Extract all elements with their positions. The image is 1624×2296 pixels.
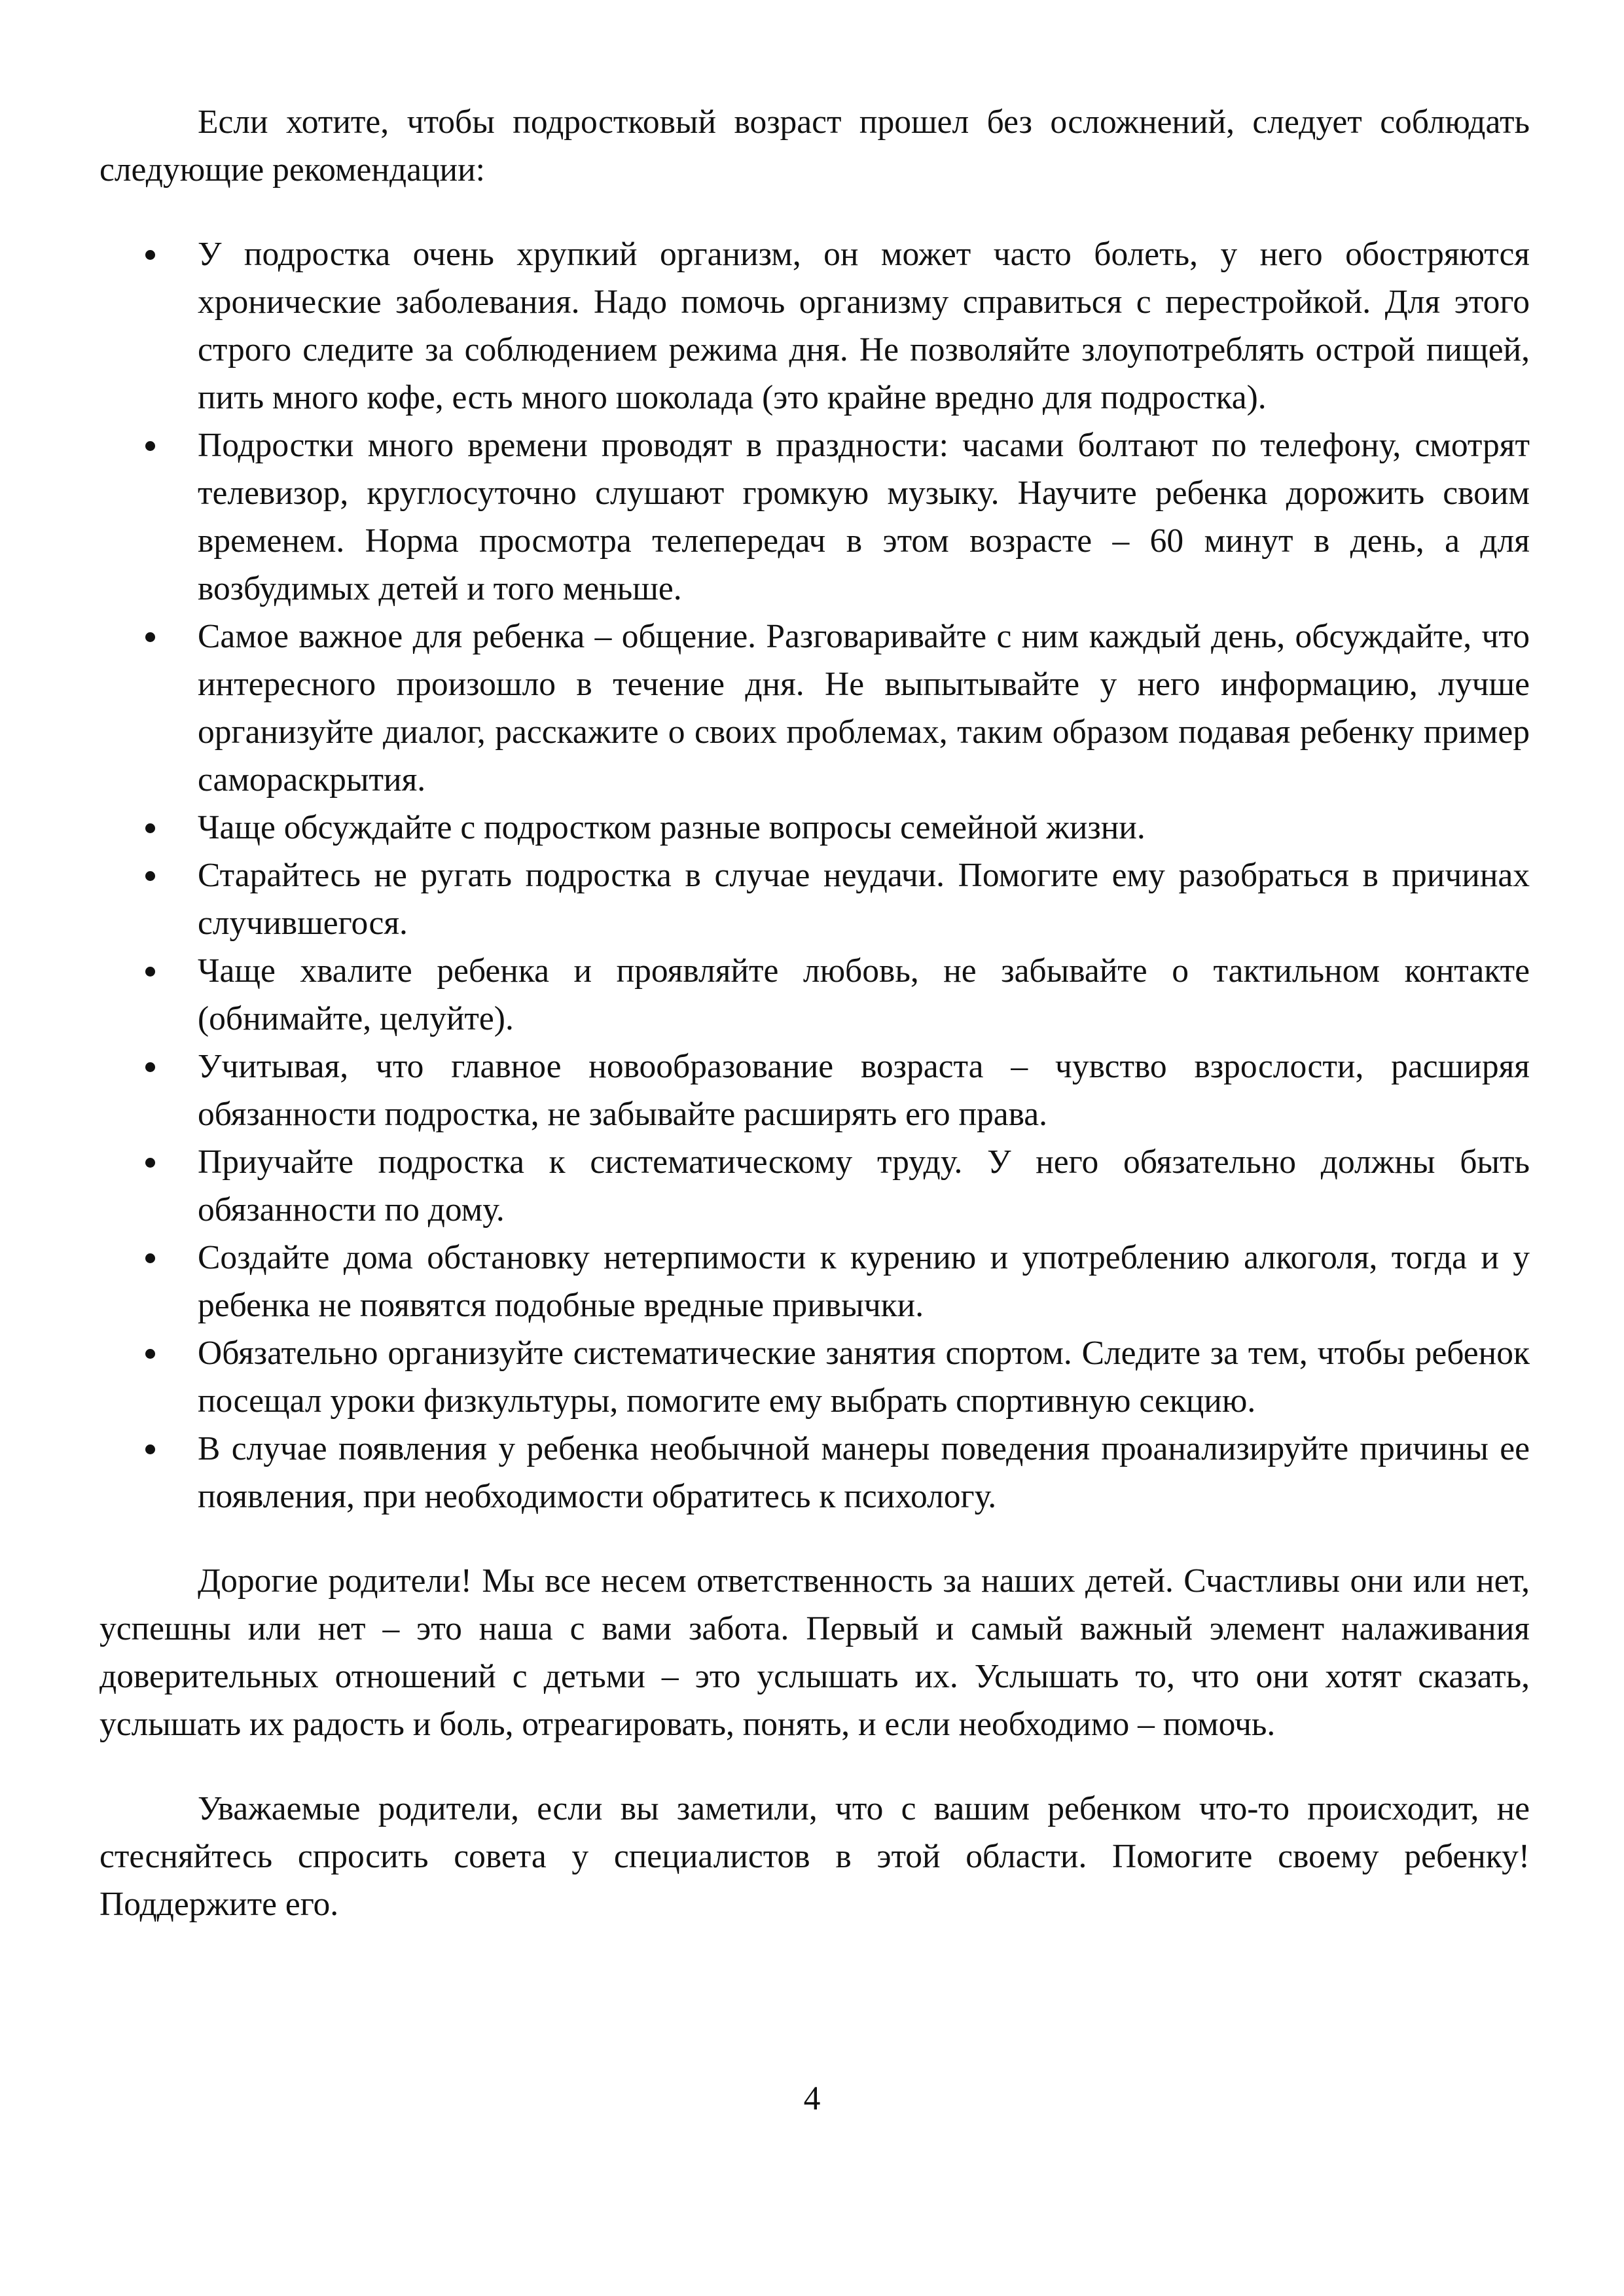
list-item-text: Создайте дома обстановку нетерпимости к курению и употреблению алкоголя, тогда и у ребенка не появятся подобные вредные привычки. bbox=[198, 1239, 1530, 1324]
bullet-icon bbox=[145, 250, 155, 260]
list-item bbox=[99, 422, 1530, 613]
list-item bbox=[99, 1329, 1530, 1425]
bullet-icon bbox=[145, 823, 155, 833]
list-item-text: Обязательно организуйте систематические занятия спортом. Следите за тем, чтобы ребенок посещал уроки физкультуры, помогите ему выбрать спортивную секцию. bbox=[198, 1335, 1530, 1420]
bullet-icon bbox=[145, 632, 155, 642]
list-item bbox=[99, 230, 1530, 422]
closing-paragraph-advice: Уважаемые родители, если вы заметили, что с вашим ребенком что-то происходит, не стесняйтесь спросить совета у специалистов в этой области. Помогите своему ребенку! Поддержите его. bbox=[99, 1790, 1530, 1923]
bullet-icon bbox=[145, 441, 155, 451]
page-number: 4 bbox=[803, 2080, 821, 2117]
list-item-text: В случае появления у ребенка необычной манеры поведения проанализируйте причины ее появления, при необходимости обратитесь к психологу. bbox=[198, 1430, 1530, 1515]
bullet-icon bbox=[145, 1062, 155, 1072]
list-item-text: Учитывая, что главное новообразование возраста – чувство взрослости, расширяя обязанности подростка, не забывайте расширять его права. bbox=[198, 1048, 1530, 1133]
list-item-text: Чаще хвалите ребенка и проявляйте любовь, не забывайте о тактильном контакте (обнимайте, целуйте). bbox=[198, 952, 1530, 1037]
bullet-icon bbox=[145, 1158, 155, 1168]
bullet-icon bbox=[145, 1444, 155, 1454]
list-item-text: Подростки много времени проводят в праздности: часами болтают по телефону, смотрят телевизор, круглосуточно слушают громкую музыку. Научите ребенка дорожить своим временем. Норма просмотра телепередач в этом возрасте – 60 минут в день, а для возбудимых детей и того меньше. bbox=[198, 427, 1530, 607]
bullet-icon bbox=[145, 1253, 155, 1263]
list-item-text: У подростка очень хрупкий организм, он может часто болеть, у него обостряются хронические заболевания. Надо помочь организму справиться с перестройкой. Для этого строго следите за соблюдением режима дня. Не позволяйте злоупотреблять острой пищей, пить много кофе, есть много шоколада (это крайне вредно для подростка). bbox=[198, 236, 1530, 416]
list-item-text: Чаще обсуждайте с подростком разные вопросы семейной жизни. bbox=[198, 809, 1146, 846]
list-item bbox=[99, 1425, 1530, 1520]
list-item bbox=[99, 804, 1530, 852]
list-item bbox=[99, 947, 1530, 1043]
list-item-text: Старайтесь не ругать подростка в случае неудачи. Помогите ему разобраться в причинах случившегося. bbox=[198, 857, 1530, 942]
bullet-icon bbox=[145, 1349, 155, 1359]
recommendations-list bbox=[99, 230, 1530, 1520]
list-item bbox=[99, 613, 1530, 804]
list-item-text: Приучайте подростка к систематическому труду. У него обязательно должны быть обязанности по дому. bbox=[198, 1143, 1530, 1229]
bullet-icon bbox=[145, 967, 155, 977]
list-item bbox=[99, 1234, 1530, 1329]
list-item bbox=[99, 1043, 1530, 1138]
document-page bbox=[99, 98, 1530, 1928]
intro-paragraph: Если хотите, чтобы подростковый возраст прошел без осложнений, следует соблюдать следующие рекомендации: bbox=[99, 103, 1530, 188]
list-item bbox=[99, 852, 1530, 947]
bullet-icon bbox=[145, 871, 155, 881]
list-item bbox=[99, 1138, 1530, 1234]
list-item-text: Самое важное для ребенка – общение. Разговаривайте с ним каждый день, обсуждайте, что интересного произошло в течение дня. Не выпытывайте у него информацию, лучше организуйте диалог, расскажите о своих проблемах, таким образом подавая ребенку пример самораскрытия. bbox=[198, 618, 1530, 798]
closing-paragraph-parents: Дорогие родители! Мы все несем ответственность за наших детей. Счастливы они или нет, успешны или нет – это наша с вами забота. Первый и самый важный элемент налаживания доверительных отношений с детьми – это услышать их. Услышать то, что они хотят сказать, услышать их радость и боль, отреагировать, понять, и если необходимо – помочь. bbox=[99, 1562, 1530, 1743]
